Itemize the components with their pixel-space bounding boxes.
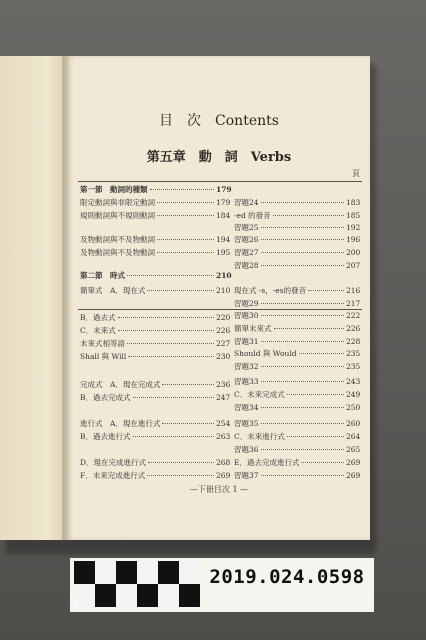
toc-right-entry [234, 285, 360, 296]
toc-right-entry-label: 習題24 [234, 198, 259, 207]
left-page [0, 56, 70, 540]
toc-left-entry-label: 簡單式 A．現在式 [80, 286, 146, 295]
toc-right-entry [234, 234, 360, 245]
toc-right-entry [234, 418, 360, 429]
leader-dots [133, 436, 214, 437]
leader-dots [261, 265, 344, 266]
toc-right-entry [234, 361, 360, 372]
toc-right-entry-label: 習題27 [234, 248, 259, 257]
toc-right-entry [234, 247, 360, 258]
toc-right-entry-label: 習題28 [234, 261, 259, 270]
toc-left-entry [80, 457, 230, 468]
toc-left-entry-page: 179 [216, 185, 232, 194]
page-footer: —下冊目次 1 — [189, 485, 249, 494]
toc-right-entry-page: 217 [346, 299, 361, 308]
leader-dots [157, 202, 214, 203]
toc-left-entry-page: 263 [216, 432, 231, 441]
scale-label-left: 0cm [74, 601, 85, 607]
leader-dots [273, 215, 344, 216]
leader-dots [157, 252, 214, 253]
toc-right-entry [234, 389, 360, 400]
toc-left-entry-page: 179 [216, 198, 231, 207]
chapter-heading: 第五章 動 詞 Verbs [146, 150, 292, 165]
toc-left-entry-label: 限定動詞與非限定動詞 [80, 198, 155, 207]
toc-right-entry-page: 264 [346, 432, 361, 441]
leader-dots [157, 215, 214, 216]
leader-dots [147, 475, 214, 476]
toc-left-entry-page: 210 [216, 271, 232, 280]
toc-right-entry-page: 243 [346, 377, 361, 386]
toc-left-entry [80, 270, 230, 281]
toc-right-entry-page: 265 [346, 445, 361, 454]
toc-right-entry-label: 習題35 [234, 419, 259, 428]
toc-right-entry-page: 269 [346, 471, 361, 480]
leader-dots [261, 252, 344, 253]
toc-right-entry [234, 298, 360, 309]
toc-left-entry-page: 236 [216, 380, 231, 389]
toc-left-entry [80, 312, 230, 323]
toc-right-entry [234, 336, 360, 347]
toc-left-entry-page: 194 [216, 235, 231, 244]
toc-left-entry-page: 230 [216, 352, 231, 361]
leader-dots [261, 381, 344, 382]
toc-left-entry-label: 及物動詞與不及物動詞 [80, 248, 155, 257]
toc-right-entry-page: 192 [346, 223, 361, 232]
leader-dots [287, 394, 344, 395]
toc-right-entry-page: 216 [346, 286, 361, 295]
rule-top [78, 181, 362, 182]
toc-right-entry [234, 402, 360, 413]
toc-left-entry [80, 247, 230, 258]
toc-left-entry [80, 431, 230, 442]
toc-right-entry [234, 260, 360, 271]
toc-right-entry-label: Should 與 Would [234, 349, 297, 358]
accession-number: 2019.024.0598 [209, 566, 365, 588]
leader-dots [299, 353, 344, 354]
toc-right-entry [234, 470, 360, 481]
toc-right-entry-label: 現在式 -s，-es的發音 [234, 286, 307, 295]
toc-left-entry-page: 184 [216, 211, 231, 220]
toc-right-entry-page: 207 [346, 261, 361, 270]
toc-left-entry-page: 210 [216, 286, 231, 295]
toc-left-entry-label: D．現在完成進行式 [80, 458, 147, 467]
toc-left-entry-page: 247 [216, 393, 231, 402]
toc-right-entry [234, 348, 360, 359]
toc-right-entry-page: 249 [346, 390, 361, 399]
toc-right-entry-label: 習題25 [234, 223, 259, 232]
toc-right-entry-page: 260 [346, 419, 361, 428]
toc-right-entry-label: 簡單未來式 [234, 324, 272, 333]
right-page [68, 56, 370, 540]
toc-left-entry-label: B．過去式 [80, 313, 116, 322]
scale-bar [74, 561, 200, 607]
toc-left-entry-label: 及物動詞與不及物動詞 [80, 235, 155, 244]
toc-left-entry-label: 第一節 動詞的種類 [80, 185, 148, 194]
leader-dots [261, 407, 344, 408]
toc-right-entry-label: 習題33 [234, 377, 259, 386]
toc-left-entry-label: 完成式 A．現在完成式 [80, 380, 161, 389]
leader-dots [261, 423, 344, 424]
leader-dots [148, 462, 214, 463]
toc-right-entry-label: 習題36 [234, 445, 259, 454]
toc-right-entry-page: 228 [346, 337, 361, 346]
toc-left-entry-page: 268 [216, 458, 231, 467]
toc-right-entry [234, 376, 360, 387]
leader-dots [157, 239, 214, 240]
leader-dots [162, 384, 214, 385]
toc-right-entry-label: C．未來進行式 [234, 432, 285, 441]
toc-left-entry [80, 470, 230, 481]
toc-right-entry [234, 444, 360, 455]
leader-dots [261, 366, 344, 367]
toc-left-entry-label: 規則動詞與不規則動詞 [80, 211, 155, 220]
leader-dots [261, 315, 344, 316]
toc-left-entry-label: B．過去進行式 [80, 432, 131, 441]
toc-left-entry [80, 379, 230, 390]
leader-dots [147, 290, 214, 291]
toc-right-entry [234, 457, 360, 468]
toc-right-entry-label: E．過去完成進行式 [234, 458, 300, 467]
toc-left-entry-page: 195 [216, 248, 231, 257]
toc-right-entry-page: 183 [346, 198, 361, 207]
leader-dots [261, 341, 344, 342]
leader-dots [261, 227, 344, 228]
toc-right-entry [234, 210, 360, 221]
toc-left-entry-label: 未來式相等語 [80, 339, 125, 348]
toc-left-entry-label: F．未來完成進行式 [80, 471, 146, 480]
toc-right-entry-label: 習題32 [234, 362, 259, 371]
toc-right-entry-label: 習題26 [234, 235, 259, 244]
toc-left-entry-page: 254 [216, 419, 231, 428]
toc-right-entry-label: 習題37 [234, 471, 259, 480]
leader-dots [150, 189, 215, 190]
toc-left-entry-page: 269 [216, 471, 231, 480]
toc-left-entry [80, 234, 230, 245]
page-column-label: 頁 [352, 169, 360, 178]
toc-left-entry-page: 220 [216, 313, 231, 322]
toc-right-entry-page: 250 [346, 403, 361, 412]
toc-right-entry [234, 197, 360, 208]
toc-right-entry-page: 200 [346, 248, 361, 257]
toc-left-entry [80, 197, 230, 208]
toc-right-entry-label: -ed 的發音 [234, 211, 271, 220]
toc-left-entry-page: 226 [216, 326, 231, 335]
toc-left-entry [80, 351, 230, 362]
toc-left-entry-label: 進行式 A．現在進行式 [80, 419, 161, 428]
toc-right-entry [234, 431, 360, 442]
toc-left-entry [80, 392, 230, 403]
contents-title: 目 次 Contents [159, 113, 279, 129]
leader-dots [261, 202, 344, 203]
toc-left-entry [80, 418, 230, 429]
toc-right-entry-page: 235 [346, 349, 361, 358]
toc-right-entry-page: 226 [346, 324, 361, 333]
toc-right-entry [234, 323, 360, 334]
toc-left-entry [80, 285, 230, 296]
toc-right-entry-page: 185 [346, 211, 361, 220]
leader-dots [274, 328, 345, 329]
toc-right-entry-page: 235 [346, 362, 361, 371]
leader-dots [118, 317, 214, 318]
toc-right-entry-page: 196 [346, 235, 361, 244]
leader-dots [301, 462, 344, 463]
leader-dots [261, 303, 344, 304]
toc-left-entry-label: 第二節 時式 [80, 271, 125, 280]
toc-left-entry-label: B．過去完成式 [80, 393, 131, 402]
toc-right-entry-page: 269 [346, 458, 361, 467]
toc-right-entry [234, 310, 360, 321]
leader-dots [128, 356, 214, 357]
toc-left-entry [80, 210, 230, 221]
toc-right-entry-label: C．未來完成式 [234, 390, 285, 399]
toc-right-entry-label: 習題34 [234, 403, 259, 412]
leader-dots [308, 290, 344, 291]
leader-dots [261, 239, 344, 240]
toc-left-entry-label: Shall 與 Will [80, 352, 127, 361]
leader-dots [118, 330, 214, 331]
toc-left-entry [80, 338, 230, 349]
toc-right-entry-label: 習題29 [234, 299, 259, 308]
toc-right-entry-page: 222 [346, 311, 361, 320]
toc-right-entry-label: 習題30 [234, 311, 259, 320]
toc-left-entry-label: C．未來式 [80, 326, 116, 335]
leader-dots [261, 449, 344, 450]
leader-dots [127, 275, 214, 276]
toc-left-entry [80, 325, 230, 336]
toc-right-entry-label: 習題31 [234, 337, 259, 346]
leader-dots [261, 475, 344, 476]
leader-dots [127, 343, 214, 344]
leader-dots [133, 397, 214, 398]
leader-dots [287, 436, 344, 437]
leader-dots [162, 423, 214, 424]
toc-right-entry [234, 222, 360, 233]
scale-label-right: 5cm [185, 601, 196, 607]
toc-left-entry [80, 184, 230, 195]
toc-left-entry-page: 227 [216, 339, 231, 348]
